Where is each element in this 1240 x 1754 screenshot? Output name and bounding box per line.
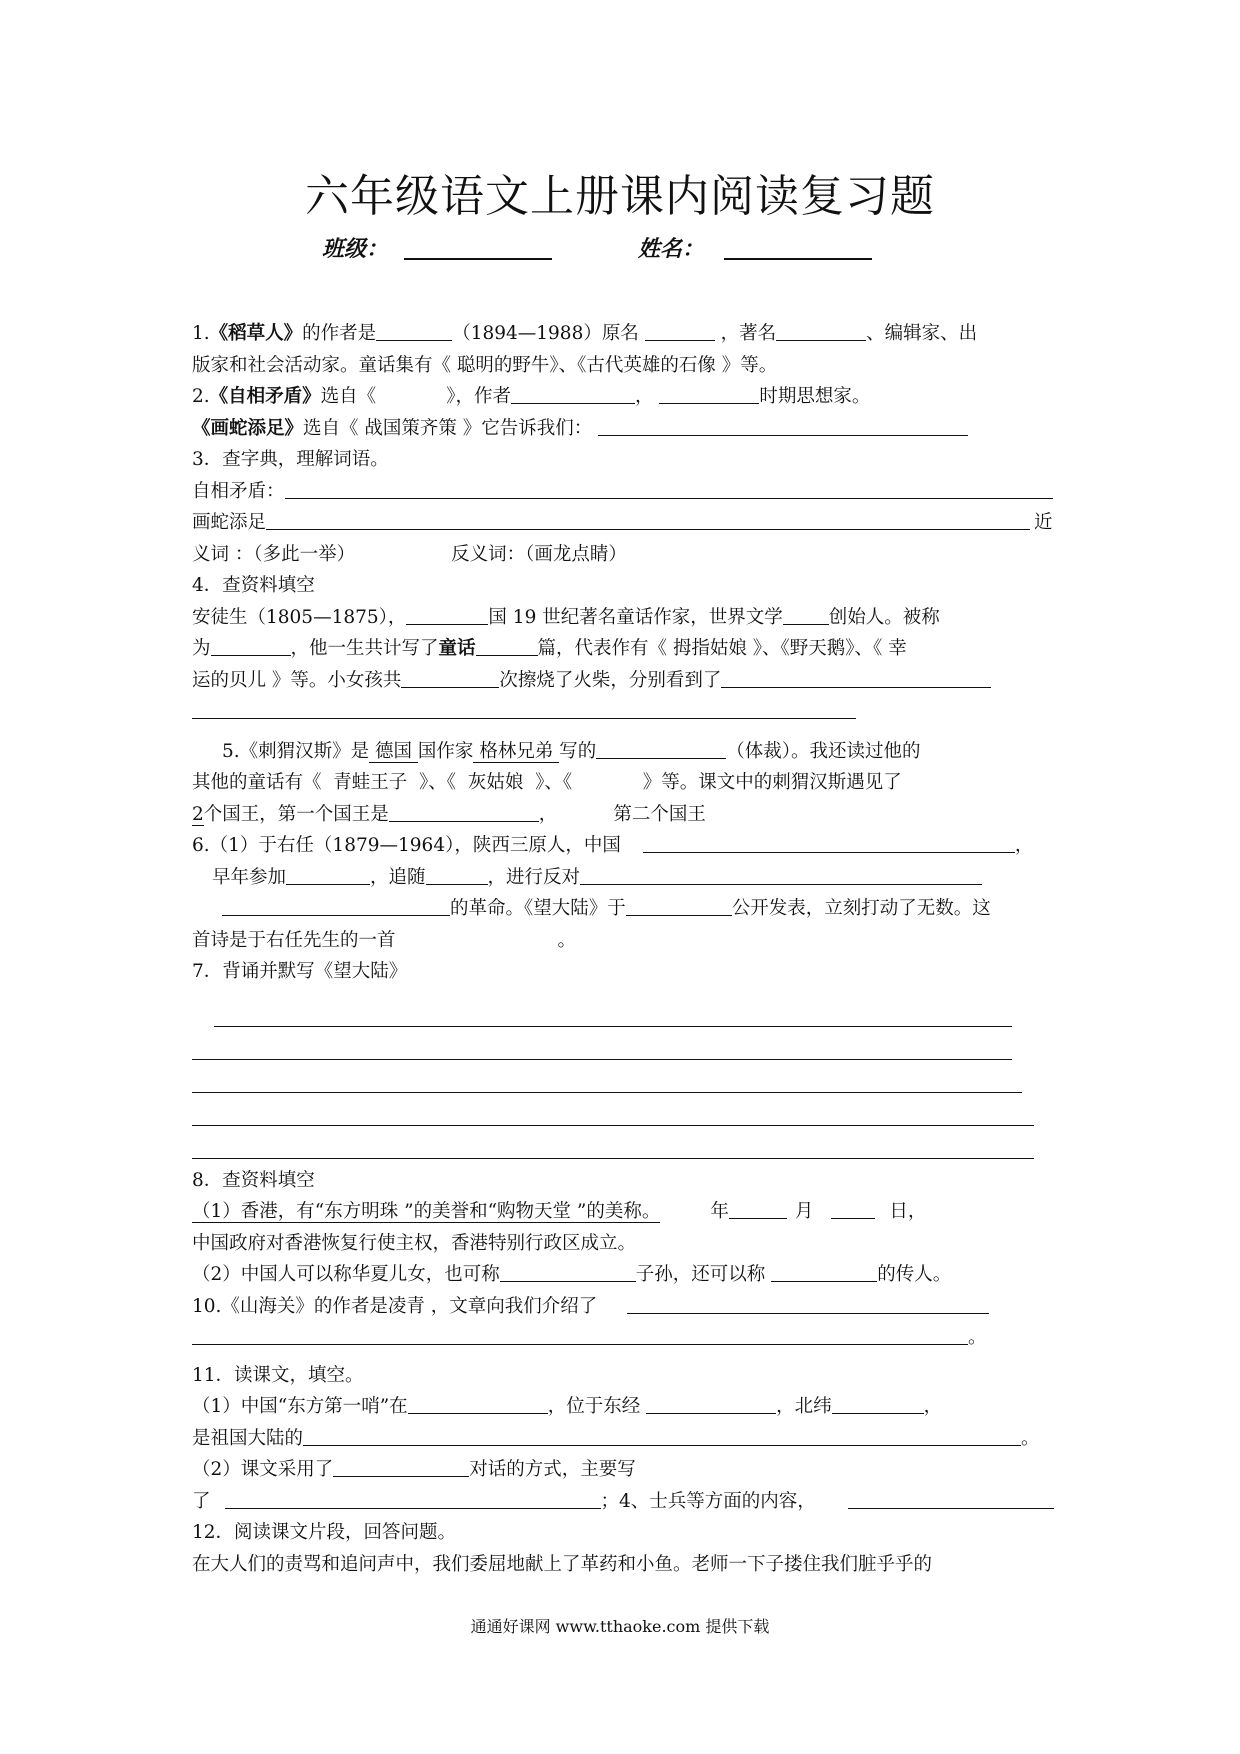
- name-field[interactable]: [724, 258, 872, 260]
- q4-line3: 运的贝儿 》等。小女孩共 次擦烧了火柴，分别看到了: [192, 665, 1062, 697]
- q1-line1: 1.《稻草人》的作者是 （1894—1988）原名 ，著名 、编辑家、出: [192, 318, 1062, 350]
- q2-line2: 《画蛇添足》选自《 战国策齐策 》它告诉我们：: [192, 413, 1062, 445]
- filled-answer: 德国: [369, 740, 418, 762]
- blank[interactable]: [285, 478, 1053, 499]
- blank[interactable]: [771, 1261, 877, 1282]
- q4-line1: 安徒生（1805—1875）， 国 19 世纪著名童话作家，世界文学 创始人。被称: [192, 602, 1062, 634]
- name-label: 姓名：: [638, 236, 705, 262]
- q3-word2: 画蛇添足 近: [192, 507, 1062, 539]
- blank[interactable]: [848, 1488, 1054, 1509]
- q8-line3: （2）中国人可以称华夏儿女，也可称 子孙，还可以称 的传人。: [192, 1259, 1062, 1291]
- q8-line1: （1）香港，有“东方明珠 ”的美誉和“购物天堂 ”的美称。 年 月 日，: [192, 1196, 1062, 1228]
- q5-line3: 2个国王，第一个国王是 ， 第二个国王: [192, 799, 1062, 831]
- class-field[interactable]: [404, 258, 552, 260]
- q6-line4: 首诗是于右任先生的一首 。: [192, 929, 577, 951]
- answer-line[interactable]: [192, 1093, 1034, 1126]
- student-info-header: [0, 232, 1240, 272]
- q11-line4: 了 ；4、士兵等方面的内容，: [192, 1486, 1062, 1518]
- q5-line1: 5.《刺猬汉斯》是 德国 国作家 格林兄弟 写的 （体裁）。我还读过他的: [192, 736, 1062, 768]
- blank[interactable]: [408, 1393, 548, 1414]
- book-title: 《稻草人》: [209, 323, 303, 344]
- q4-line4: [192, 696, 1062, 728]
- footer-credit: 通通好课网 www.tthaoke.com 提供下载: [470, 1617, 770, 1636]
- blank[interactable]: [476, 635, 538, 656]
- q3-heading: 3．查字典，理解词语。: [192, 449, 389, 470]
- q8-line2: 中国政府对香港恢复行使主权，香港特别行政区成立。: [192, 1232, 637, 1254]
- q11-heading: 11．读课文，填空。: [192, 1364, 364, 1386]
- q11-line1: （1）中国“东方第一哨”在 ，位于东经 ，北纬 ，: [192, 1391, 1062, 1423]
- answer-line[interactable]: [192, 1027, 1012, 1060]
- blank[interactable]: [333, 1456, 469, 1477]
- page-title: 六年级语文上册课内阅读复习题: [305, 171, 935, 222]
- blank[interactable]: [729, 1198, 787, 1219]
- recite-answer-area[interactable]: [192, 994, 1062, 1159]
- blank[interactable]: [266, 509, 1030, 530]
- class-label: 班级：: [322, 236, 389, 262]
- q6-line1: 6.（1）于右任（1879—1964），陕西三原人，中国 ，: [192, 830, 1062, 862]
- q5-line2: 其他的童话有《 青蛙王子 》、《 灰姑娘 》、《 》等。课文中的刺猬汉斯遇见了: [192, 772, 902, 793]
- blank[interactable]: [222, 895, 450, 916]
- q12-passage: 在大人们的责骂和追问声中，我们委屈地献上了革药和小鱼。老师一下子搂住我们脏乎乎的: [192, 1553, 933, 1575]
- filled-answer: 格林兄弟: [473, 740, 560, 762]
- blank[interactable]: [192, 1324, 968, 1345]
- q3-line3: 义词 ：（多此一举） 反义词：（画龙点睛）: [192, 543, 627, 565]
- q4-heading: 4．查资料填空: [192, 575, 315, 596]
- worksheet-body: [192, 318, 1062, 1580]
- q1-line2: 版家和社会活动家。童话集有《 聪明的野牛》、《古代英雄的石像 》等。: [192, 354, 778, 376]
- q10-line2: 。: [192, 1322, 1062, 1354]
- q10-line1: 10.《山海关》的作者是凌青 ，文章向我们介绍了: [192, 1291, 1062, 1323]
- blank[interactable]: [776, 320, 866, 341]
- blank[interactable]: [511, 383, 635, 404]
- blank[interactable]: [303, 1425, 1021, 1446]
- q6-line2: 早年参加 ，追随 ，进行反对: [192, 862, 1062, 894]
- blank[interactable]: [192, 698, 856, 719]
- blank[interactable]: [832, 1393, 924, 1414]
- answer-line[interactable]: [192, 1126, 1034, 1159]
- blank[interactable]: [646, 1393, 776, 1414]
- blank[interactable]: [426, 864, 488, 885]
- blank[interactable]: [626, 895, 732, 916]
- answer-line[interactable]: [192, 1060, 1022, 1093]
- q6-line3: 的革命。《望大陆》于 公开发表，立刻打动了无数。这: [192, 893, 1062, 925]
- blank[interactable]: [225, 1488, 601, 1509]
- q11-line3: （2）课文采用了 对话的方式，主要写: [192, 1454, 1062, 1486]
- blank[interactable]: [401, 667, 499, 688]
- blank[interactable]: [500, 1261, 636, 1282]
- blank[interactable]: [643, 832, 1015, 853]
- q8-heading: 8．查资料填空: [192, 1169, 315, 1191]
- blank[interactable]: [783, 604, 829, 625]
- blank[interactable]: [598, 415, 968, 436]
- blank[interactable]: [580, 864, 982, 885]
- q7-heading: 7．背诵并默写《望大陆》: [192, 961, 408, 982]
- blank[interactable]: [645, 320, 715, 341]
- q11-line2: 是祖国大陆的 。: [192, 1423, 1062, 1455]
- blank[interactable]: [376, 320, 452, 341]
- blank[interactable]: [406, 604, 488, 625]
- blank[interactable]: [831, 1198, 875, 1219]
- blank[interactable]: [389, 801, 539, 822]
- blank[interactable]: [627, 1293, 989, 1314]
- answer-line[interactable]: [214, 994, 1012, 1027]
- q2-line1: 2.《自相矛盾》选自《 》，作者 ， 时期思想家。: [192, 381, 1062, 413]
- blank[interactable]: [596, 738, 726, 759]
- blank[interactable]: [211, 635, 291, 656]
- blank[interactable]: [721, 667, 991, 688]
- blank[interactable]: [659, 383, 759, 404]
- q4-line2: 为 ，他一生共计写了童话 篇，代表作有《 拇指姑娘 》、《野天鹅》、《 幸: [192, 633, 1062, 665]
- q12-heading: 12．阅读课文片段，回答问题。: [192, 1522, 457, 1543]
- blank[interactable]: [286, 864, 370, 885]
- q3-word1: 自相矛盾：: [192, 476, 1062, 508]
